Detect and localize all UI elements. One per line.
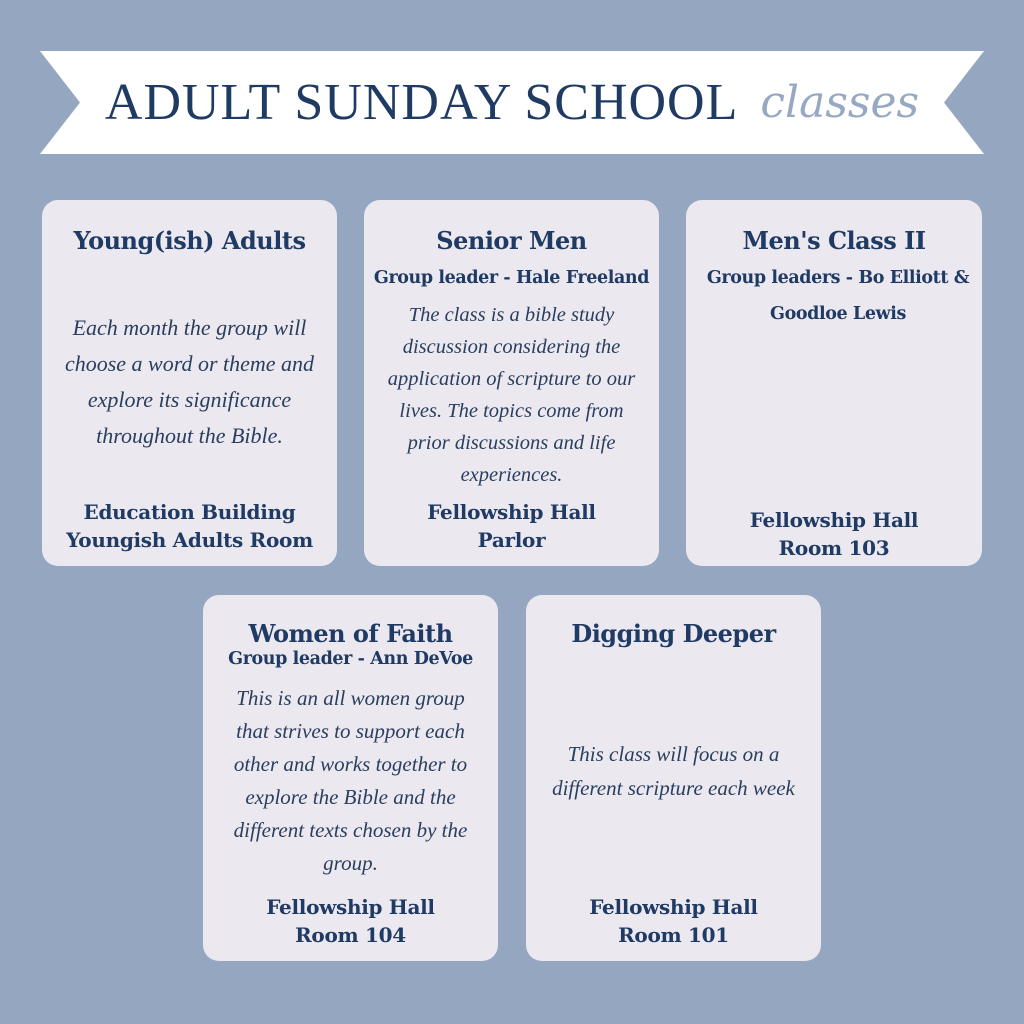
class-card-youngish-adults [42, 200, 337, 566]
class-location [203, 893, 498, 949]
location-line-2: Parlor [477, 528, 546, 552]
location-line-2: Room 103 [778, 536, 890, 560]
class-title: Women of Faith [248, 619, 453, 648]
class-title: Men's Class II [742, 226, 926, 255]
banner-title [40, 51, 984, 154]
location-line-2: Youngish Adults Room [66, 528, 313, 552]
class-leader: Group leader - Hale Freeland [373, 268, 650, 288]
class-location [686, 506, 982, 562]
class-location [42, 498, 337, 554]
class-leader: Group leader - Ann DeVoe [228, 649, 473, 669]
class-description: The class is a bible study discussion considering the application of scripture to our lives. The topics come from prior discussions and life experiences. [387, 304, 636, 486]
location-line-1: Fellowship Hall [589, 895, 758, 919]
class-description: This class will focus on a different scripture each week [552, 742, 795, 800]
class-card-mens-class-ii [686, 200, 982, 566]
class-description: This is an all women group that strives to support each other and works together to explore the Bible and the different texts chosen by the group. [233, 686, 468, 875]
location-line-1: Fellowship Hall [266, 895, 435, 919]
location-line-2: Room 101 [618, 923, 729, 947]
class-title: Young(ish) Adults [73, 226, 306, 255]
title-banner [40, 51, 984, 154]
banner-script-text: classes [760, 77, 920, 128]
location-line-1: Education Building [83, 500, 296, 524]
banner-main-text: ADULT SUNDAY SCHOOL [104, 74, 739, 131]
class-card-women-of-faith [203, 595, 498, 961]
class-leader: Group leaders - Bo Elliott & Goodloe Lewis [706, 268, 970, 324]
class-description: Each month the group will choose a word or theme and explore its significance throughout the Bible. [64, 315, 315, 448]
class-card-senior-men [364, 200, 659, 566]
class-title: Senior Men [436, 226, 587, 255]
class-title: Digging Deeper [571, 619, 776, 648]
location-line-1: Fellowship Hall [749, 508, 919, 532]
location-line-2: Room 104 [295, 923, 406, 947]
class-location [526, 893, 821, 949]
class-card-digging-deeper [526, 595, 821, 961]
location-line-1: Fellowship Hall [427, 500, 596, 524]
class-location [364, 498, 659, 554]
